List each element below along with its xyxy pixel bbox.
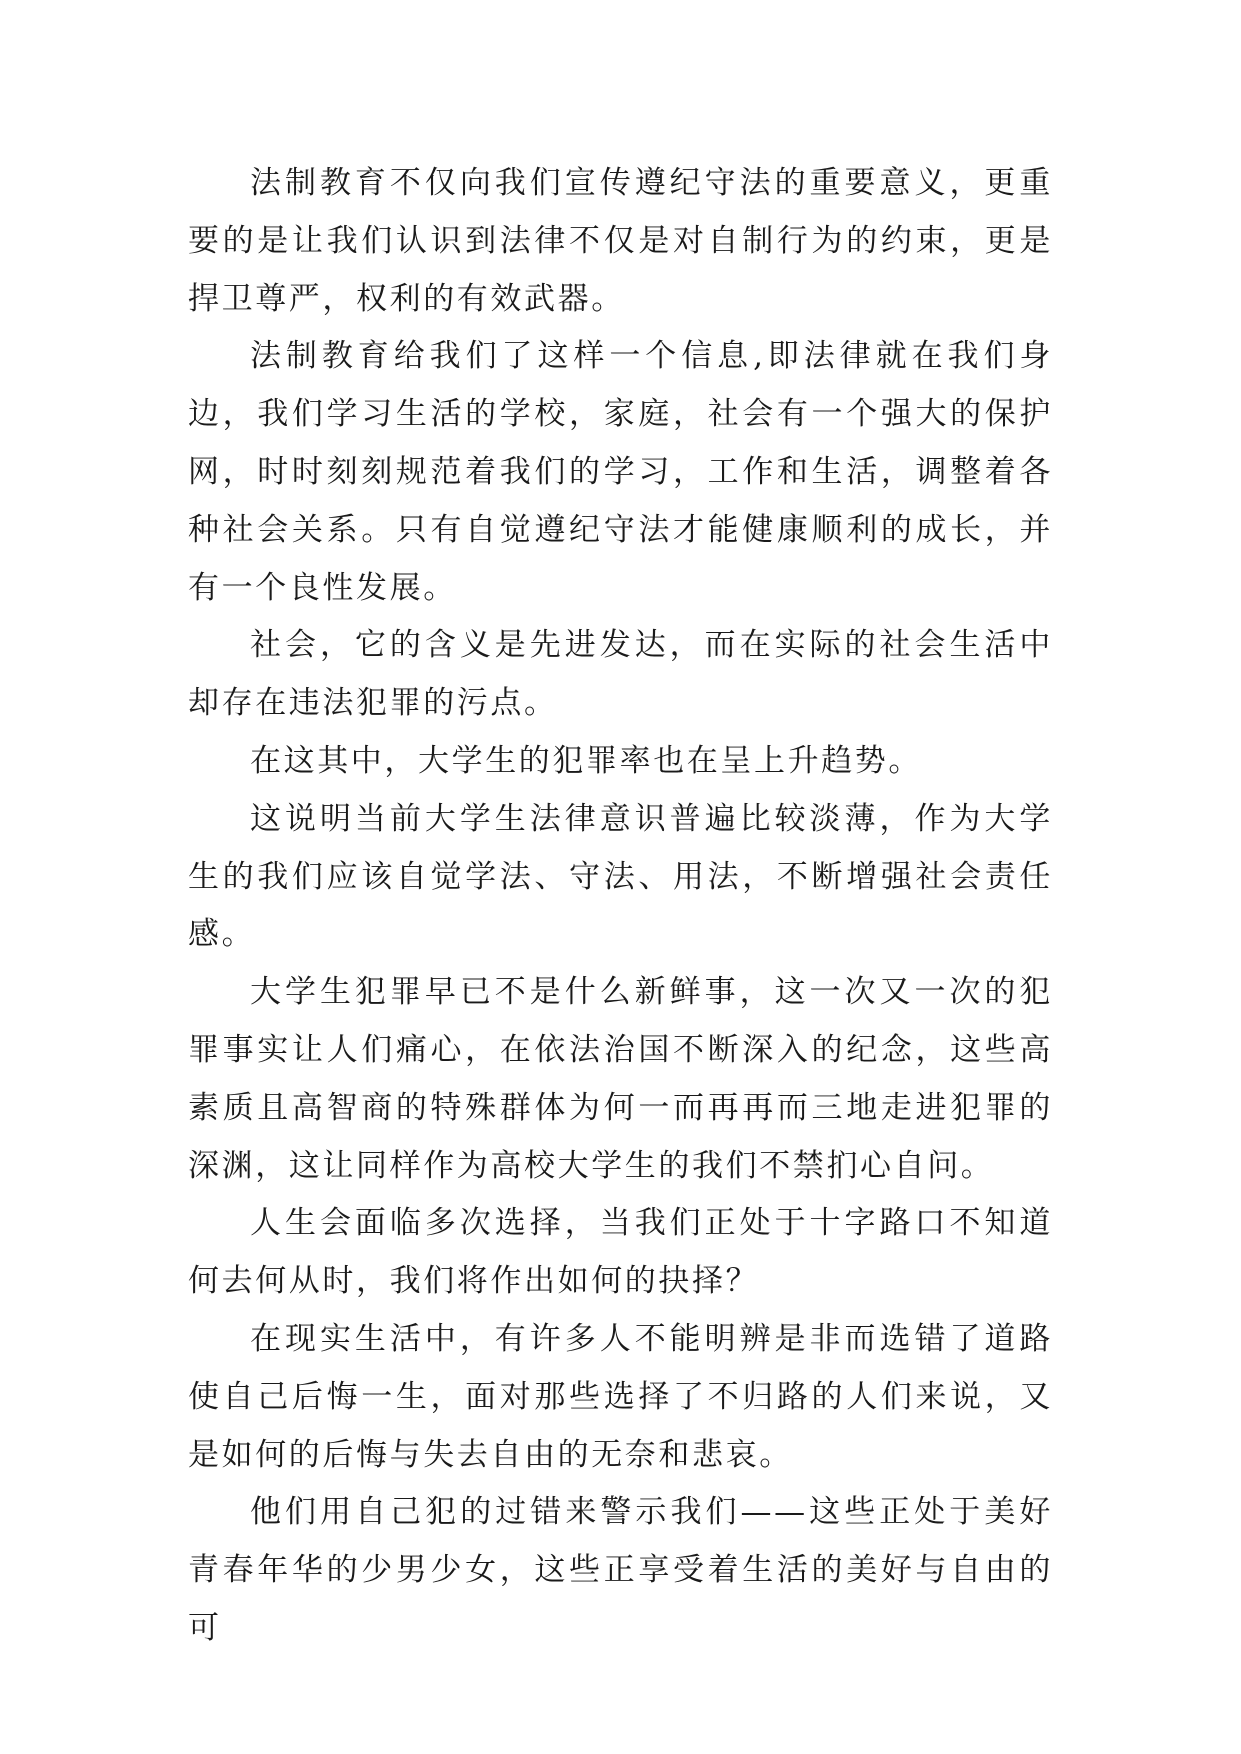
paragraph: 大学生犯罪早已不是什么新鲜事，这一次又一次的犯罪事实让人们痛心，在依法治国不断深入的纪念，这些高素质且高智商的特殊群体为何一而再再而三地走进犯罪的深渊，这让同样作为高校大学生的我们不禁扪心自问。 [188, 974, 1053, 1184]
paragraph: 在现实生活中，有许多人不能明辨是非而选错了道路使自己后悔一生，面对那些选择了不归路的人们来说，又是如何的后悔与失去自由的无奈和悲哀。 [188, 1320, 1053, 1473]
paragraph: 法制教育给我们了这样一个信息,即法律就在我们身边，我们学习生活的学校，家庭，社会有一个强大的保护网，时时刻刻规范着我们的学习，工作和生活，调整着各种社会关系。只有自觉遵纪守法才能健康顺利的成长，并有一个良性发展。 [188, 338, 1053, 606]
document-body [188, 155, 1053, 1658]
paragraph: 法制教育不仅向我们宣传遵纪守法的重要意义，更重要的是让我们认识到法律不仅是对自制行为的约束，更是捍卫尊严，权利的有效武器。 [188, 165, 1053, 317]
paragraph: 他们用自己犯的过错来警示我们——这些正处于美好青春年华的少男少女，这些正享受着生活的美好与自由的可 [188, 1494, 1053, 1646]
paragraph: 在这其中，大学生的犯罪率也在呈上升趋势。 [250, 742, 922, 779]
paragraph: 人生会面临多次选择，当我们正处于十字路口不知道何去何从时，我们将作出如何的抉择？ [188, 1205, 1053, 1300]
paragraph: 社会，它的含义是先进发达，而在实际的社会生活中却存在违法犯罪的污点。 [188, 627, 1053, 722]
paragraph: 这说明当前大学生法律意识普遍比较淡薄，作为大学生的我们应该自觉学法、守法、用法，不断增强社会责任感。 [188, 800, 1053, 953]
